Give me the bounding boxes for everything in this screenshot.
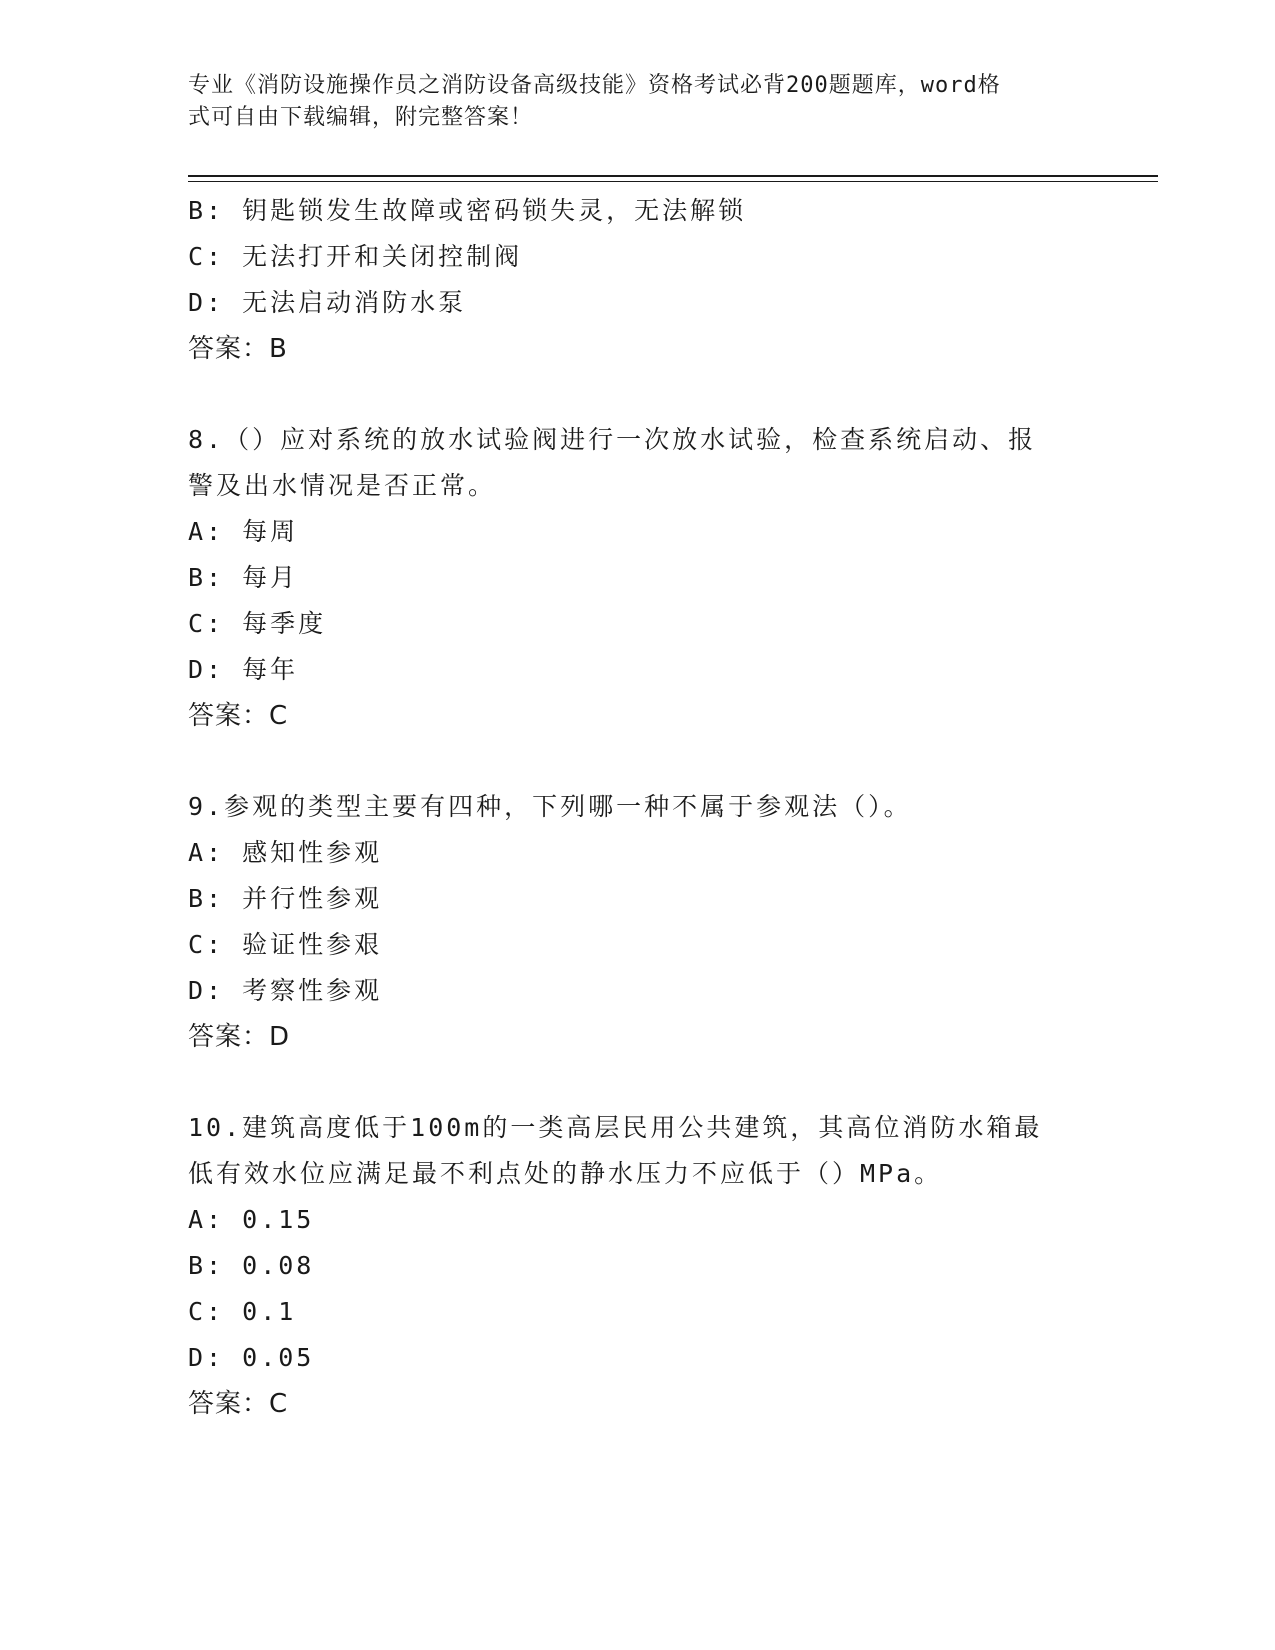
answer-label: 答案：C xyxy=(188,1389,289,1419)
option-d: D: 0.05 xyxy=(188,1343,315,1372)
option-c: C: 0.1 xyxy=(188,1297,297,1326)
option-c: C: 无法打开和关闭控制阀 xyxy=(188,242,523,271)
option-c: C: 每季度 xyxy=(188,609,327,638)
option-d: D: 考察性参观 xyxy=(188,976,383,1005)
stem-line: 10.建筑高度低于100m的一类高层民用公共建筑，其高位消防水箱最 xyxy=(188,1113,1043,1142)
option-a: A: 0.15 xyxy=(188,1205,315,1234)
question-list xyxy=(188,188,1068,1427)
header-divider-thick xyxy=(188,175,1158,177)
answer-label: 答案：B xyxy=(188,334,288,364)
option-b: B: 每月 xyxy=(188,563,299,592)
question-10 xyxy=(188,1105,1068,1427)
question-9 xyxy=(188,784,1068,1060)
option-c: C: 验证性参艰 xyxy=(188,930,383,959)
stem-line: 8.（）应对系统的放水试验阀进行一次放水试验，检查系统启动、报 xyxy=(188,425,1037,454)
option-d: D: 每年 xyxy=(188,655,299,684)
answer-label: 答案：C xyxy=(188,701,289,731)
question-stem xyxy=(188,1105,1068,1197)
option-a: A: 每周 xyxy=(188,517,299,546)
option-b: B: 并行性参观 xyxy=(188,884,383,913)
stem-line: 9.参观的类型主要有四种，下列哪一种不属于参观法（）。 xyxy=(188,792,912,821)
question-7-continued xyxy=(188,188,1068,372)
question-8 xyxy=(188,417,1068,739)
header-line-2: 式可自由下载编辑，附完整答案！ xyxy=(188,105,534,130)
option-b: B: 0.08 xyxy=(188,1251,315,1280)
option-b: B: 钥匙锁发生故障或密码锁失灵，无法解锁 xyxy=(188,196,747,225)
question-stem xyxy=(188,784,1068,830)
stem-line: 低有效水位应满足最不利点处的静水压力不应低于（）MPa。 xyxy=(188,1159,943,1188)
header-divider-thin xyxy=(188,181,1158,182)
option-a: A: 感知性参观 xyxy=(188,838,383,867)
document-header xyxy=(188,70,1068,134)
option-d: D: 无法启动消防水泵 xyxy=(188,288,467,317)
stem-line: 警及出水情况是否正常。 xyxy=(188,471,497,500)
question-stem xyxy=(188,417,1068,509)
header-line-1: 专业《消防设施操作员之消防设备高级技能》资格考试必背200题题库，word格 xyxy=(188,73,1001,98)
answer-label: 答案：D xyxy=(188,1022,291,1052)
